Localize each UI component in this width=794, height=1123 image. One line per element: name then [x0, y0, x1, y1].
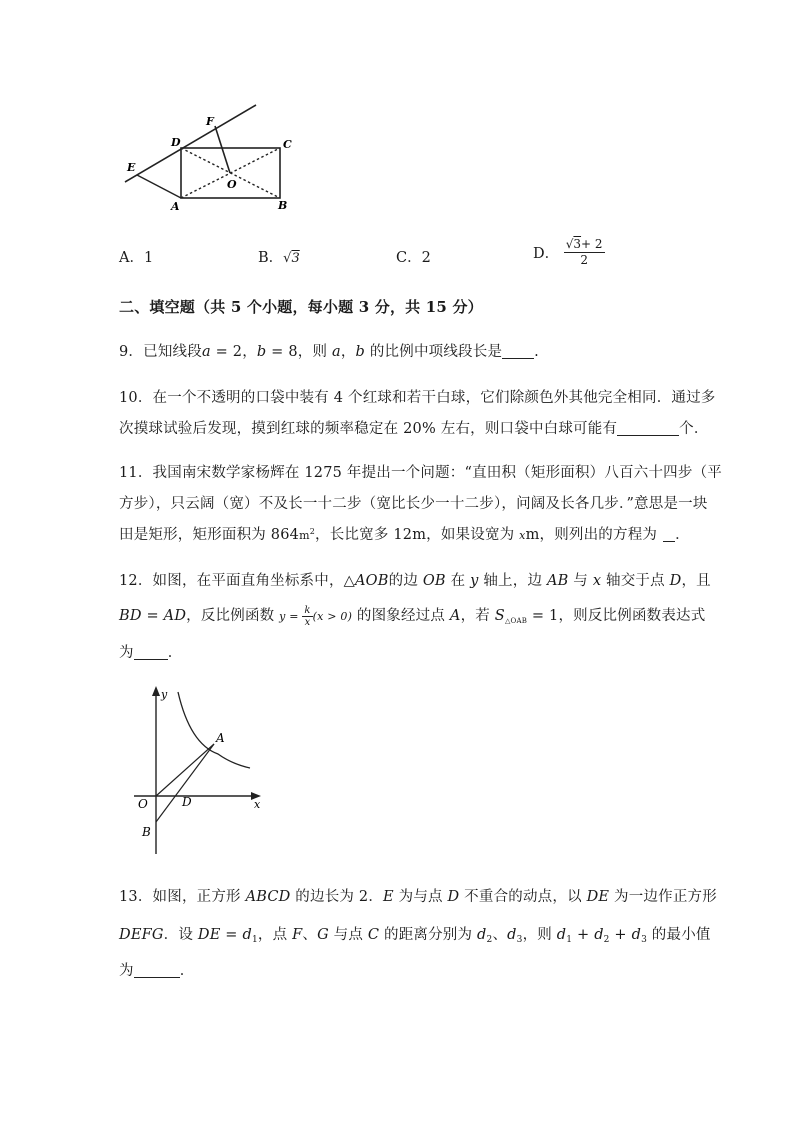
option-c[interactable] — [396, 246, 431, 267]
q11-end: ． — [675, 527, 690, 543]
q13-sum-d3: d — [631, 927, 642, 943]
question-9 — [119, 340, 539, 361]
label-d: D — [171, 136, 181, 149]
q11-var-x: x — [519, 529, 526, 542]
section-heading: 二、填空题（共 5 个小题，每小题 3 分，共 15 分） — [119, 298, 483, 316]
label-e: E — [127, 161, 136, 174]
option-d-denominator: 2 — [580, 253, 588, 267]
option-a[interactable] — [119, 246, 153, 267]
q12-a: A — [449, 608, 461, 624]
q13-text-c: 为与点 — [393, 889, 448, 905]
rectangle-figure — [118, 98, 298, 216]
q9-text2: 的比例中项线段长是 — [365, 344, 503, 360]
option-d-radicand: 3 — [573, 237, 582, 251]
q9-var-a: a — [201, 344, 211, 360]
q12-text-c: 在 — [445, 573, 471, 589]
q12-x: x — [592, 573, 602, 589]
q13-e: E — [383, 889, 394, 905]
q12-s-sub: △OAB — [504, 617, 528, 625]
q13-defg: DEFG — [119, 927, 164, 943]
q13-eq: = — [220, 927, 243, 943]
option-a-label: A． — [119, 250, 144, 266]
q13-s3: 3 — [516, 935, 523, 945]
q13-text-2c: 与点 — [328, 927, 368, 943]
q13-d2: d — [477, 927, 487, 943]
question-10-line2 — [119, 417, 709, 438]
question-11-line3 — [119, 523, 690, 544]
q12-ab: AB — [546, 573, 569, 589]
question-12-line1 — [119, 569, 711, 590]
q13-sum-d2: d — [594, 927, 604, 943]
option-a-value: 1 — [143, 250, 154, 266]
label-b: B — [142, 825, 151, 839]
q12-s: S — [494, 608, 505, 624]
q12-text-2c: ，若 — [460, 608, 495, 624]
q10-answer-blank[interactable] — [617, 421, 679, 436]
label-y: y — [161, 688, 168, 701]
q13-plus1: + — [572, 927, 595, 943]
q13-d: D — [447, 889, 460, 905]
label-b: B — [278, 199, 288, 212]
sqrt-symbol: √ — [565, 237, 574, 251]
q13-text-e: 为一边作正方形 — [609, 889, 717, 905]
q13-sum-s1: 1 — [566, 935, 573, 945]
q11-answer-blank[interactable] — [663, 527, 675, 542]
q9-eq1: = 2， — [210, 344, 257, 360]
q12-k: k — [304, 604, 311, 616]
q13-text-2a: ．设 — [163, 927, 198, 943]
q10-end: 个． — [679, 421, 709, 437]
q11-text-c: m，则列出的方程为 — [525, 527, 658, 543]
q13-sep1: 、 — [302, 927, 318, 943]
option-d-num-rest: + 2 — [581, 237, 603, 251]
segment-ab — [156, 744, 214, 822]
q12-k-over-x — [302, 605, 312, 628]
q13-plus2: + — [609, 927, 632, 943]
q12-text-e: 与 — [568, 573, 593, 589]
question-12-line3 — [119, 641, 182, 662]
q13-end: ． — [179, 963, 195, 979]
q12-text-a: 12．如图，在平面直角坐标系中， — [119, 573, 344, 589]
question-13-line3 — [119, 959, 194, 980]
label-a: A — [216, 731, 225, 745]
segment-oa — [156, 744, 214, 796]
q10-text: 次摸球试验后发现，摸到红球的频率稳定在 20% 左右，则口袋中白球可能有 — [119, 421, 618, 437]
q13-s2: 2 — [486, 935, 493, 945]
q12-text-d: 轴上，边 — [478, 573, 547, 589]
q11-text-b: ，长比宽多 12m，如果设宽为 — [315, 527, 520, 543]
label-a: A — [171, 200, 180, 213]
option-c-label: C． — [396, 250, 422, 266]
option-b[interactable] — [258, 246, 300, 267]
q13-text-d: 不重合的动点，以 — [459, 889, 587, 905]
q13-sum-d1: d — [556, 927, 567, 943]
option-d[interactable] — [533, 237, 605, 268]
q9-var-b2: b — [355, 344, 366, 360]
sqrt-symbol: √ — [283, 251, 292, 266]
question-10-line1: 10．在一个不透明的口袋中装有 4 个红球和若干白球，它们除颜色外其他完全相同．通过多 — [119, 390, 716, 406]
q9-eq2: = 8，则 — [266, 344, 332, 360]
q12-text-2b: 的图象经过点 — [352, 608, 450, 624]
q9-var-b: b — [256, 344, 267, 360]
label-o: O — [138, 797, 148, 811]
label-d: D — [182, 795, 192, 809]
option-c-value: 2 — [421, 250, 431, 266]
label-f: F — [206, 115, 214, 128]
q13-de2: DE — [197, 927, 221, 943]
option-d-numerator — [564, 237, 605, 253]
coordinate-figure — [130, 684, 275, 860]
option-d-fraction — [564, 237, 605, 268]
segment-ae — [137, 175, 181, 198]
q13-sum-s3: 3 — [641, 935, 647, 945]
option-b-label: B． — [258, 250, 284, 266]
q11-sup: 2 — [309, 527, 316, 536]
q12-y: y — [470, 573, 479, 589]
q13-text-2d: 的距离分别为 — [379, 927, 478, 943]
q12-text-g: ，且 — [681, 573, 711, 589]
hyperbola-curve — [178, 692, 250, 768]
q9-end: . — [534, 344, 539, 360]
q12-answer-blank[interactable] — [134, 645, 168, 660]
q11-text-a: 田是矩形，矩形面积为 864 — [119, 527, 300, 543]
option-b-radicand: 3 — [291, 251, 300, 266]
q13-answer-blank[interactable] — [134, 963, 180, 978]
q13-de: DE — [586, 889, 610, 905]
q13-text-2f: 的最小值 — [647, 927, 711, 943]
q12-x2: x — [304, 616, 311, 628]
q13-s1: 1 — [251, 935, 258, 945]
label-x: x — [254, 798, 261, 811]
q12-text-2d: = 1，则反比例函数表达式 — [527, 608, 706, 624]
option-d-label: D． — [533, 246, 560, 262]
q12-triangle: △AOB — [343, 573, 389, 589]
q13-d1: d — [242, 927, 252, 943]
q9-answer-blank[interactable] — [502, 344, 534, 359]
label-o: O — [227, 178, 237, 191]
q12-ob: OB — [422, 573, 446, 589]
q9-text: 9．已知线段 — [119, 344, 202, 360]
q12-text-b: 的边 — [388, 573, 423, 589]
q13-abcd: ABCD — [245, 889, 291, 905]
q13-f: F — [292, 927, 303, 943]
q12-text-f: 轴交于点 — [601, 573, 670, 589]
q12-text-3a: 为 — [119, 645, 134, 661]
question-11-line1: 11．我国南宋数学家杨辉在 1275 年提出一个问题：“直田积（矩形面积）八百六十四步（平 — [119, 465, 722, 481]
q13-text-3a: 为 — [119, 963, 134, 979]
q9-comma: ， — [340, 344, 356, 360]
q13-sum-s2: 2 — [603, 935, 610, 945]
q13-text-2b: ，点 — [257, 927, 293, 943]
question-12-line2 — [119, 604, 705, 628]
question-13-line2 — [119, 923, 711, 945]
q13-text-2e: ，则 — [522, 927, 557, 943]
label-c: C — [283, 138, 292, 151]
y-axis-arrow — [152, 686, 160, 696]
q9-var-a2: a — [331, 344, 341, 360]
question-13-line1 — [119, 885, 717, 906]
q13-d3: d — [507, 927, 517, 943]
q12-func-eq: = — [285, 610, 303, 623]
q13-sep2: 、 — [492, 927, 508, 943]
q12-bd-ad: BD = AD — [119, 608, 187, 624]
question-11-line2: 方步），只云阔（宽）不及长一十二步（宽比长少一十二步），问阔及长各几步．”意思是一块 — [119, 496, 708, 512]
q13-text-a: 13．如图，正方形 — [119, 889, 246, 905]
q12-func-y: y — [279, 610, 286, 623]
q13-c: C — [367, 927, 380, 943]
q11-unit: m — [299, 529, 310, 542]
q12-condition: (x > 0) — [312, 610, 353, 623]
q13-text-b: 的边长为 2． — [290, 889, 384, 905]
q12-end: ． — [167, 645, 183, 661]
q12-text-2a: ，反比例函数 — [186, 608, 280, 624]
q13-g: G — [317, 927, 329, 943]
q12-d: D — [669, 573, 682, 589]
